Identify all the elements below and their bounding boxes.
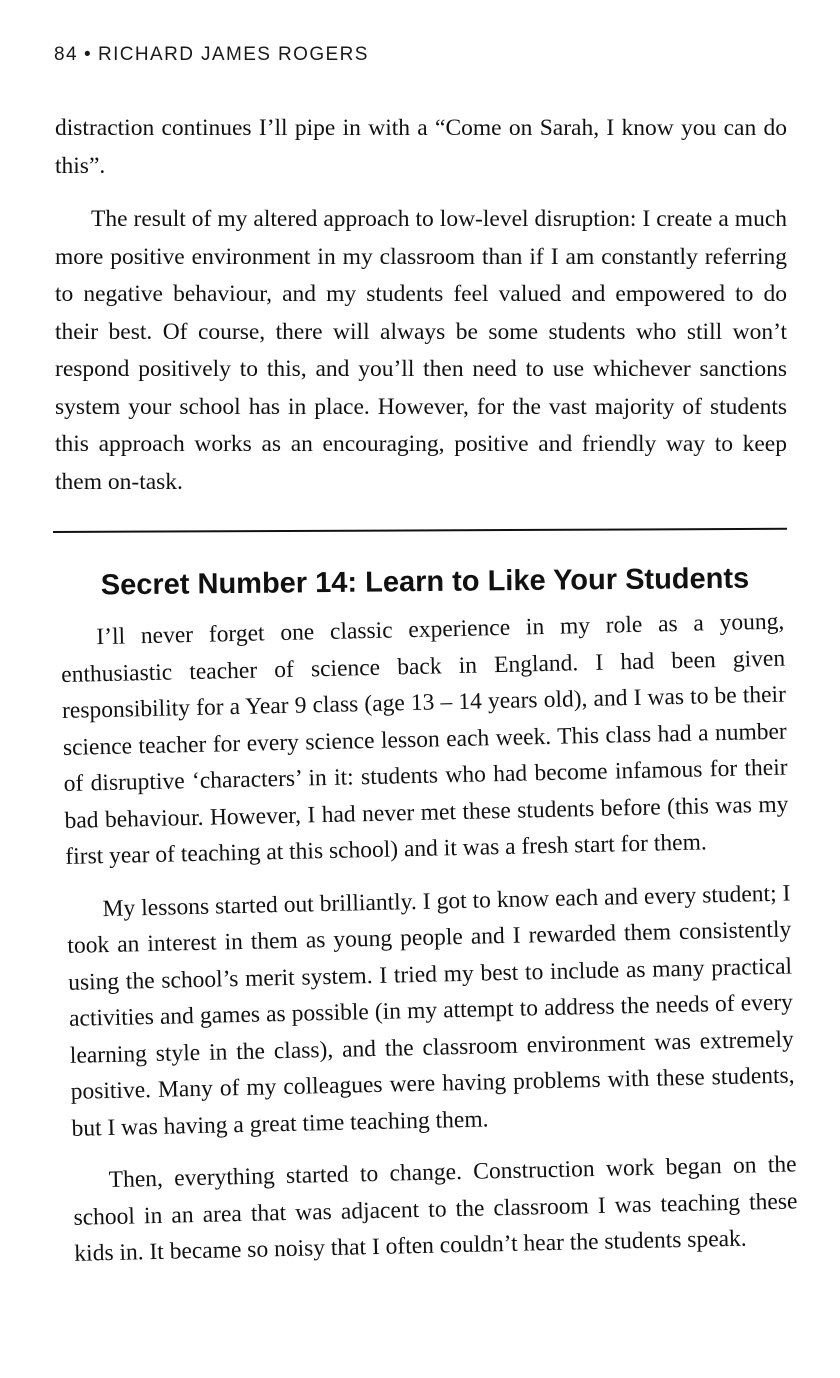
- paragraph-lessons: My lessons started out brilliantly. I got to know each and every student; I took an interest in them as young people and I rewarded them consistently using the school’s merit system. I tried my best to include as many practical activities and games as possible (in my attempt to address the needs of every learning style in the class), and the classroom environment was extremely positive. Many of my colleagues were having problems with these students, but I was having a great time teaching them.: [67, 880, 795, 1142]
- paragraph-change: Then, everything started to change. Construction work began on the school in an area that was adjacent to the classroom I was teaching these kids in. It became so noisy that I often couldn’t hear the students speak.: [73, 1151, 798, 1267]
- section-divider: [53, 528, 787, 533]
- paragraph-continuation: distraction continues I’ll pipe in with a “Come on Sarah, I know you can do this”.: [55, 115, 787, 179]
- paragraph-result: The result of my altered approach to low-level disruption: I create a much more positive environment in my classroom than if I am constantly referring to negative behaviour, and my students feel valued and empowered to do their best. Of course, there will always be some students who still won’t respond positively to this, and you’ll then need to use whichever sanctions system your school has in place. However, for the vast majority of students this approach works as an encouraging, positive and friendly way to keep them on-task.: [55, 206, 787, 495]
- page-number: 84: [54, 44, 78, 65]
- running-head-separator: •: [83, 44, 92, 65]
- previous-section-text: [55, 110, 787, 517]
- running-head-author: RICHARD JAMES ROGERS: [98, 44, 369, 65]
- section-title: Secret Number 14: Learn to Like Your Students: [100, 562, 750, 602]
- paragraph-experience: I’ll never forget one classic experience in my role as a young, enthusiastic teacher of science back in England. I had been given responsibility for a Year 9 class (age 13 – 14 years old), and I was to be their science teacher for every science lesson each week. This class had a number of disruptive ‘characters’ in it: students who had become infamous for their bad behaviour. However, I had never met these students before (this was my first year of teaching at this school) and it was a fresh start for them.: [60, 608, 789, 870]
- running-head: [54, 44, 369, 66]
- section-body: [60, 604, 799, 1289]
